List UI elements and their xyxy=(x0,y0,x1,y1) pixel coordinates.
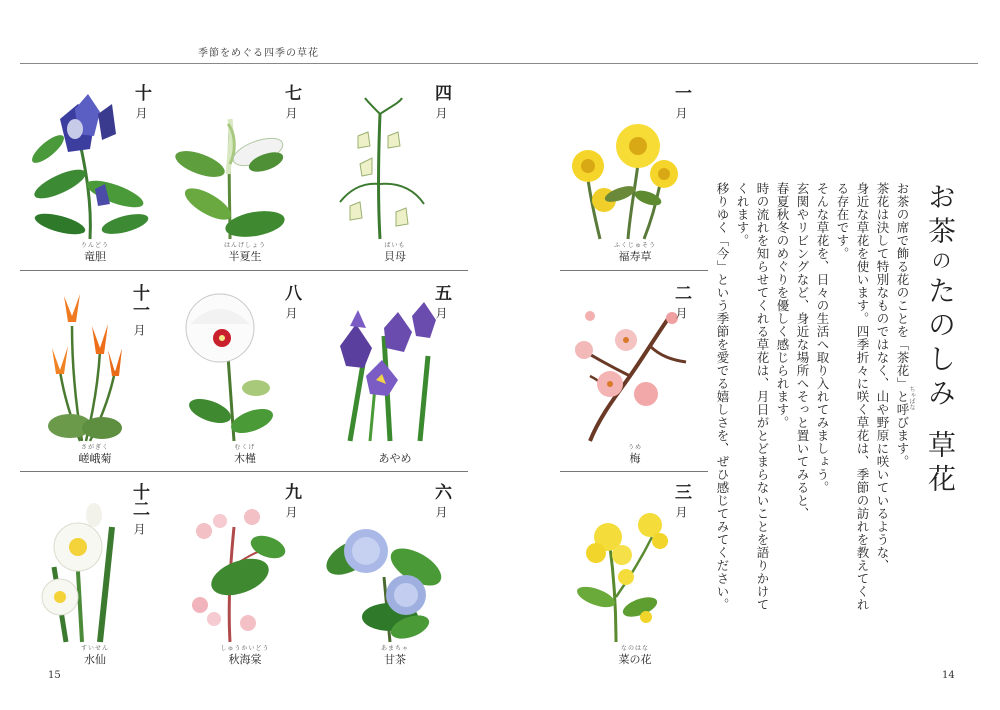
flower-card-jun xyxy=(320,467,470,672)
flower-card-sep xyxy=(170,467,320,672)
article-paragraph: 身近な草花を使います。四季折々に咲く草花は、季節の訪れを教えてくれる存在です。 xyxy=(835,182,870,611)
flower-ruby: あまちゃ xyxy=(380,645,409,652)
flower-name: 半夏生 xyxy=(228,250,262,263)
month-label: 十二月 xyxy=(129,483,149,535)
month-label: 五月 xyxy=(431,284,451,319)
chabana-ruby: ちゃばな xyxy=(908,386,915,410)
article-paragraph: そんな草花を、日々の生活へ取り入れてみましょう。 xyxy=(815,182,830,494)
article-paragraph: 時の流れを知らせてくれる草花は、月日がとどまらないことを語りかけてくれます。 xyxy=(735,182,770,611)
month-label: 六月 xyxy=(431,483,451,518)
flower-name: 秋海棠 xyxy=(228,653,262,666)
flower-card-feb xyxy=(560,266,710,471)
flower-name: 菜の花 xyxy=(618,653,652,666)
flower-card-jan xyxy=(560,64,710,269)
month-label: 三月 xyxy=(671,483,691,518)
flower-ruby: はんげしょう xyxy=(223,242,266,249)
flower-card-nov xyxy=(20,266,170,471)
flower-card-dec xyxy=(20,467,170,672)
flower-ruby: すいせん xyxy=(80,645,109,652)
flower-card-mar xyxy=(560,467,710,672)
month-label: 一月 xyxy=(671,84,691,119)
flower-name: 甘茶 xyxy=(384,653,406,666)
flower-ruby: りんどう xyxy=(80,242,109,249)
month-label: 四月 xyxy=(431,84,451,119)
flower-name: 嵯峨菊 xyxy=(78,452,112,465)
flower-name: 木槿 xyxy=(234,452,256,465)
article-paragraph: 移りゆく「今」という季節を愛でる嬉しさを、ぜひ感じてみてください。 xyxy=(715,182,730,611)
flower-card-oct xyxy=(20,64,170,269)
flower-name: 水仙 xyxy=(84,653,106,666)
flower-card-jul xyxy=(170,64,320,269)
month-label: 九月 xyxy=(281,483,301,518)
month-label: 二月 xyxy=(671,284,691,319)
article-paragraph: 玄関やリビングなど、身近な場所へそっと置いてみると、 xyxy=(795,182,810,520)
flower-ruby: むくげ xyxy=(234,444,256,451)
flower-card-may xyxy=(320,266,470,471)
month-label: 七月 xyxy=(281,84,301,119)
month-label: 十月 xyxy=(131,84,151,119)
month-label: 八月 xyxy=(281,284,301,319)
flower-name: 福寿草 xyxy=(618,250,652,263)
flower-ruby: さがぎく xyxy=(80,444,109,451)
article-title: お茶のたのしみ草花 xyxy=(924,182,957,498)
flower-card-apr xyxy=(320,64,470,269)
page-number-left: 15 xyxy=(48,670,61,681)
month-label: 十一月 xyxy=(129,284,149,336)
flower-ruby: しゅうかいどう xyxy=(220,645,270,652)
flower-card-aug xyxy=(170,266,320,471)
flower-ruby: ふくじゅそう xyxy=(613,242,656,249)
flower-ruby xyxy=(320,442,470,450)
article-paragraph: お茶の席で飾る花のことを「茶花」と呼びます。 xyxy=(895,182,910,468)
header-title: 季節をめぐる四季の草花 xyxy=(198,48,319,59)
page-number-right: 14 xyxy=(942,670,955,681)
article-paragraph: 茶花は決して特別なものではなく、山や野原に咲いているような、 xyxy=(875,182,890,572)
flower-name: 貝母 xyxy=(384,250,406,263)
flower-name: 竜胆 xyxy=(84,250,106,263)
article-body xyxy=(712,182,912,622)
flower-ruby: なのはな xyxy=(620,645,649,652)
flower-ruby: ばいも xyxy=(384,242,406,249)
flower-name: あやめ xyxy=(378,452,412,465)
article-paragraph: 春夏秋冬のめぐりを優しく感じられます。 xyxy=(775,182,790,429)
flower-ruby: うめ xyxy=(627,444,642,451)
flower-name: 梅 xyxy=(629,452,641,465)
